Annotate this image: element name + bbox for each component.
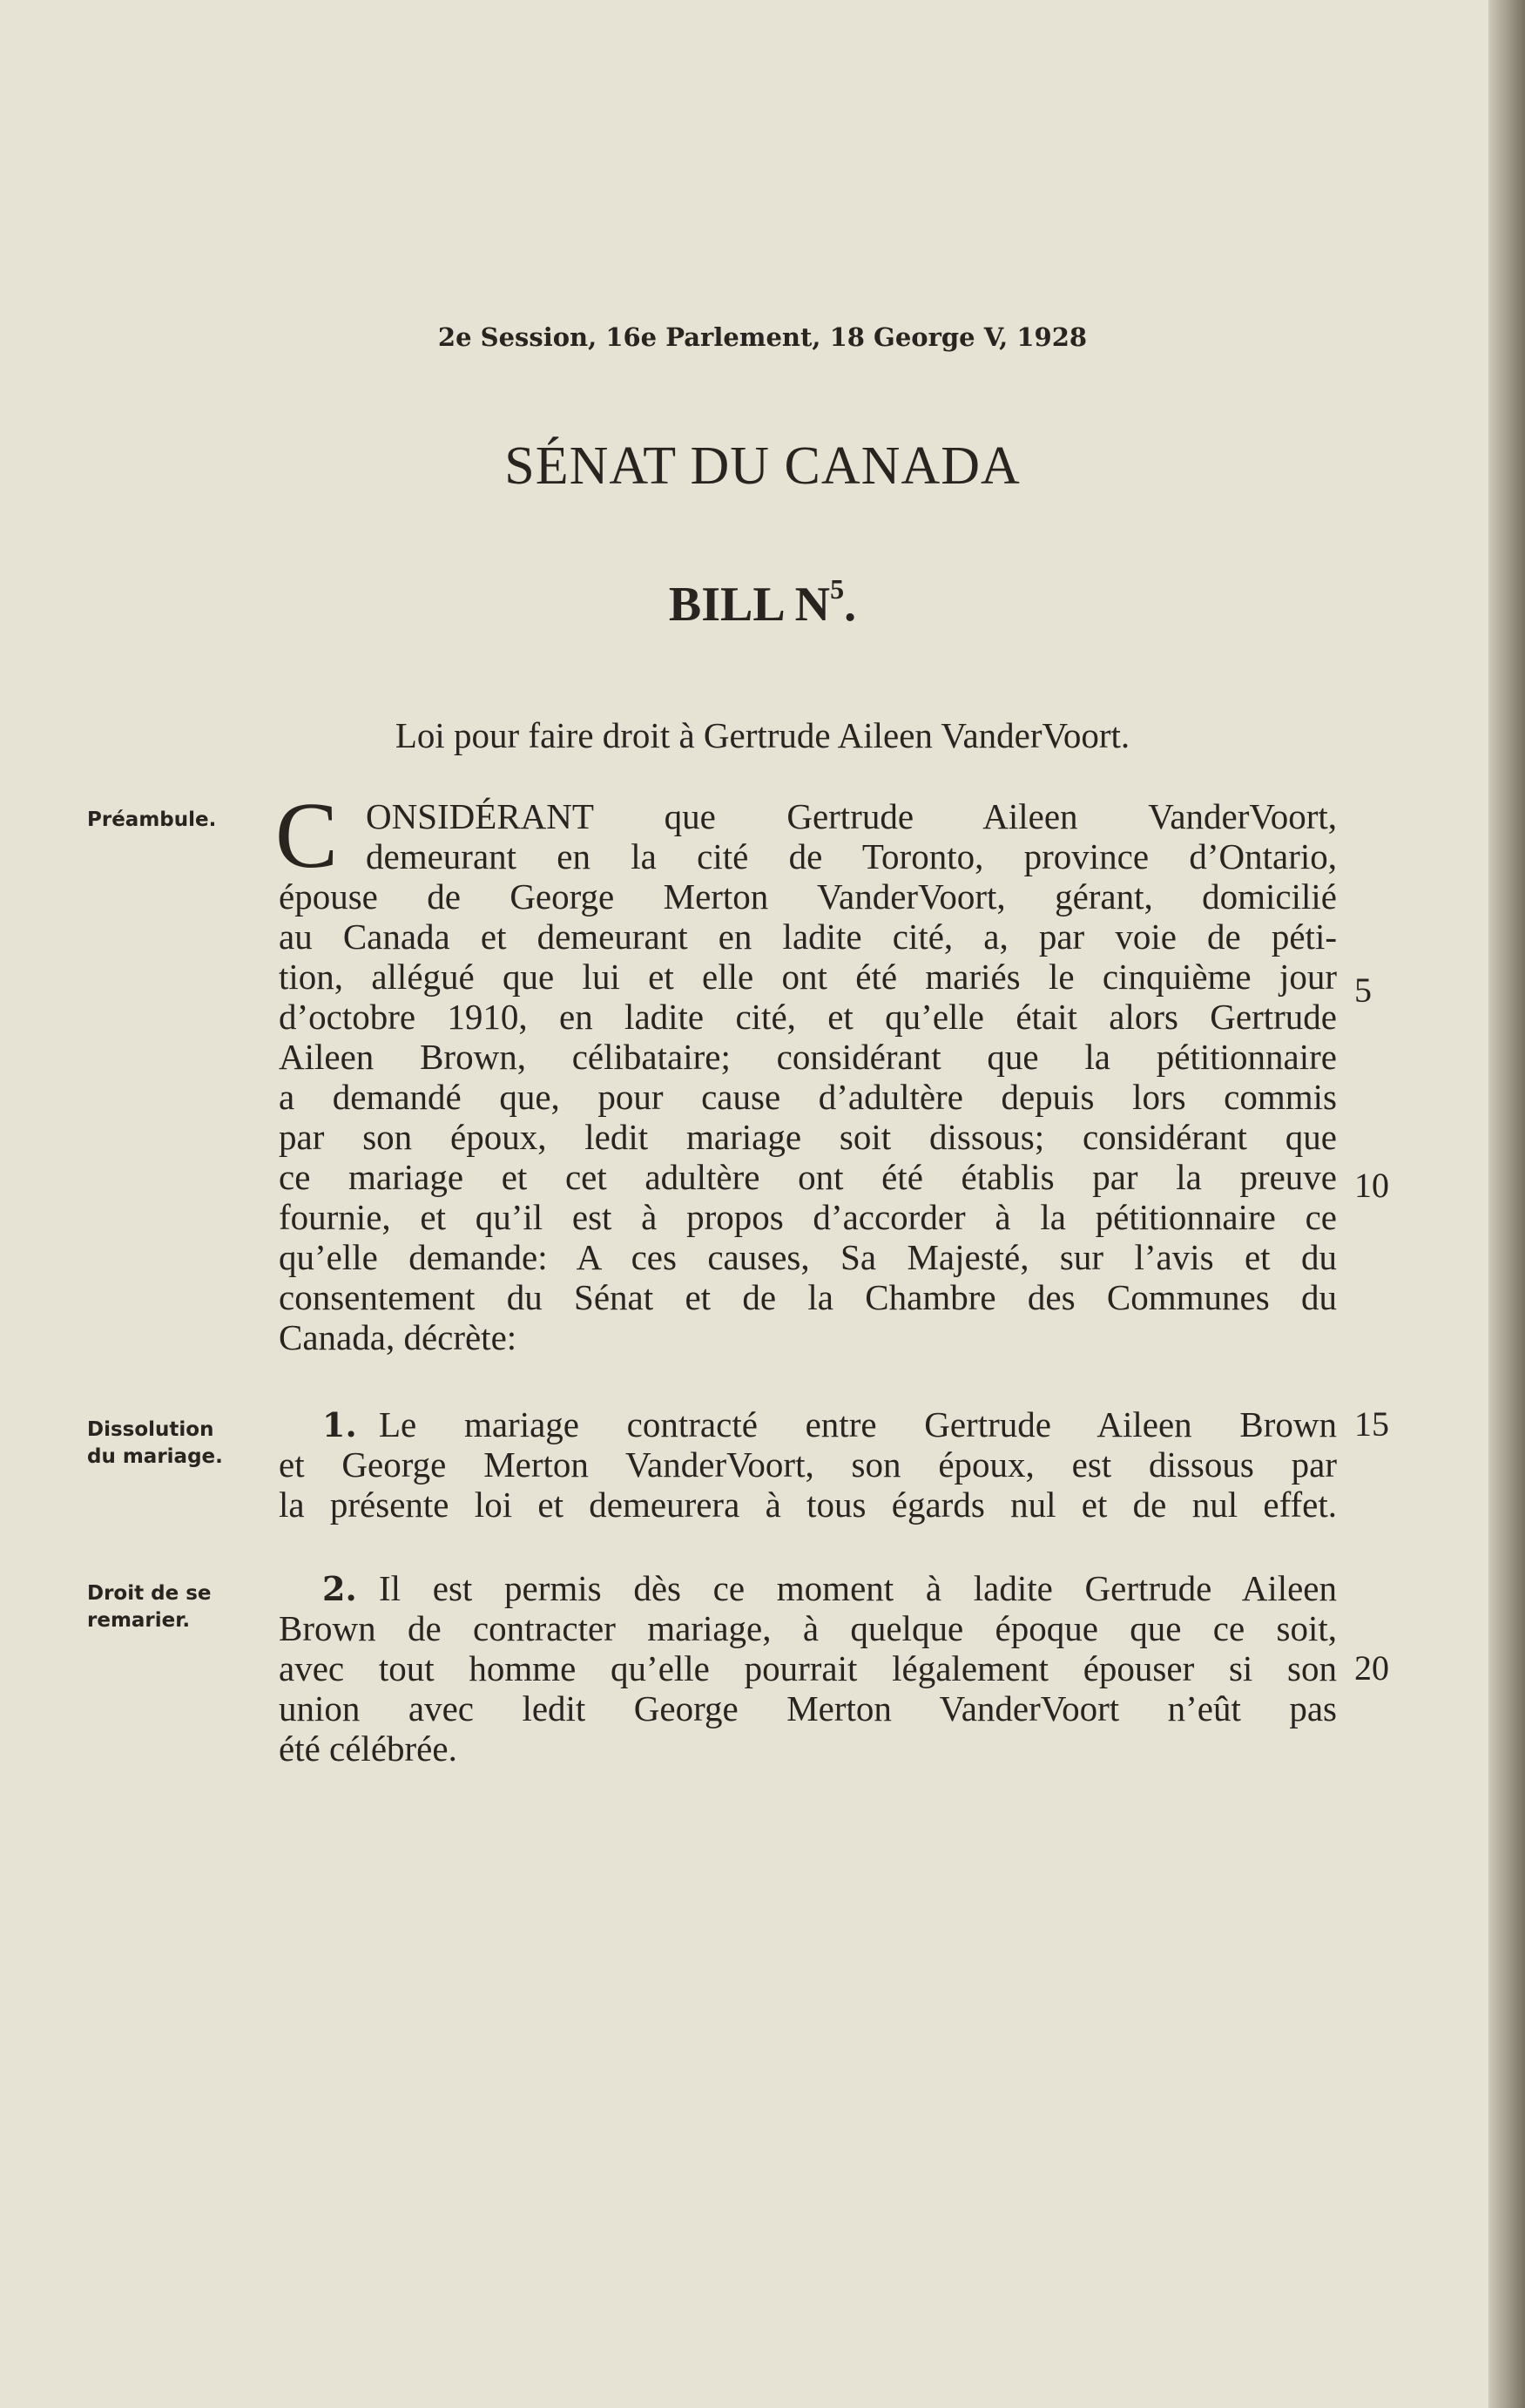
preamble-line: épouse de George Merton VanderVoort, gérant, domicilié: [279, 876, 1337, 917]
preamble-line: ONSIDÉRANT que Gertrude Aileen VanderVoort,: [366, 796, 1337, 836]
section2-line: été célébrée.: [279, 1728, 457, 1769]
bill-label: BILL N: [668, 578, 831, 632]
line-number-20: 20: [1354, 1648, 1389, 1688]
bill-dot: .: [844, 578, 857, 632]
bill-title: [0, 573, 1525, 632]
senate-title: SÉNAT DU CANADA: [504, 436, 1021, 496]
margin-note-preamble: Préambule.: [87, 808, 217, 831]
section2-line: Brown de contracter mariage, à quelque époque que ce soit,: [279, 1608, 1337, 1648]
preamble-line: Canada, décrète:: [279, 1317, 517, 1357]
margin-note-dissolution-line1: Dissolution: [87, 1418, 214, 1441]
margin-note-dissolution: [87, 1417, 253, 1471]
page-edge: [1488, 0, 1525, 2408]
section1-line: et George Merton VanderVoort, son époux, est dissous par: [279, 1444, 1337, 1485]
preamble-dropcap: C: [275, 784, 339, 888]
session-header: 2e Session, 16e Parlement, 18 George V, 1928: [437, 322, 1088, 352]
preamble-line: ce mariage et cet adultère ont été établis par la preuve: [279, 1157, 1337, 1197]
preamble-line: a demandé que, pour cause d’adultère depuis lors commis: [279, 1077, 1337, 1117]
preamble-line: demeurant en la cité de Toronto, province d’Ontario,: [366, 836, 1337, 876]
preamble-line: tion, allégué que lui et elle ont été mariés le cinquième jour: [279, 957, 1337, 997]
preamble-line: par son époux, ledit mariage soit dissous; considérant que: [279, 1117, 1337, 1157]
section1-line: la présente loi et demeurera à tous égards nul et de nul effet.: [279, 1485, 1337, 1525]
preamble-line: qu’elle demande: A ces causes, Sa Majesté, sur l’avis et du: [279, 1237, 1337, 1277]
line-number-10: 10: [1354, 1166, 1389, 1205]
section2-number-text: 2.: [322, 1569, 357, 1608]
section1-line: Le mariage contracté entre Gertrude Aileen Brown: [379, 1404, 1337, 1444]
line-number-15: 15: [1354, 1404, 1389, 1444]
section1-number: [322, 1404, 357, 1445]
section1-number-text: 1.: [322, 1405, 357, 1444]
section2-line: Il est permis dès ce moment à ladite Gertrude Aileen: [379, 1568, 1337, 1608]
margin-note-dissolution-line2: du mariage.: [87, 1445, 223, 1468]
preamble-line: d’octobre 1910, en ladite cité, et qu’elle était alors Gertrude: [279, 997, 1337, 1037]
margin-note-remarry: [87, 1580, 253, 1634]
preamble-line: consentement du Sénat et de la Chambre des Communes du: [279, 1277, 1337, 1317]
act-title: Loi pour faire droit à Gertrude Aileen VanderVoort.: [395, 715, 1130, 755]
preamble-line: fournie, et qu’il est à propos d’accorder à la pétitionnaire ce: [279, 1197, 1337, 1237]
preamble-line: Aileen Brown, célibataire; considérant que la pétitionnaire: [279, 1037, 1337, 1077]
line-number-5: 5: [1354, 971, 1372, 1010]
margin-note-remarry-line2: remarier.: [87, 1609, 191, 1632]
bill-number: 5: [830, 573, 845, 605]
margin-note-remarry-line1: Droit de se: [87, 1582, 212, 1605]
section1-first-line: [279, 1404, 1337, 1444]
section2-line: union avec ledit George Merton VanderVoort n’eût pas: [279, 1688, 1337, 1728]
section2-line: avec tout homme qu’elle pourrait légalement épouser si son: [279, 1648, 1337, 1688]
preamble-line: au Canada et demeurant en ladite cité, a, par voie de péti-: [279, 917, 1337, 957]
section2-number: [322, 1568, 357, 1609]
section2-first-line: [279, 1568, 1337, 1608]
